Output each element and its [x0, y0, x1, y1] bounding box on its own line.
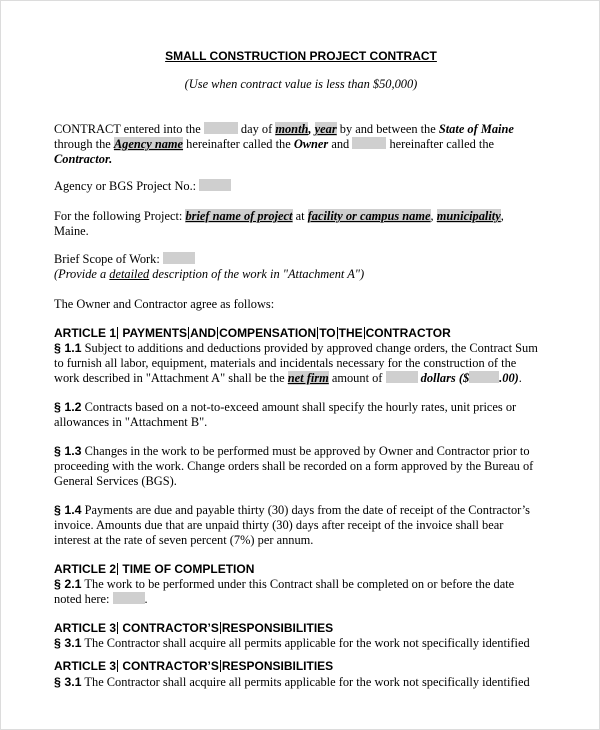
intro-text: and [328, 137, 353, 151]
contract-intro-line-3 [54, 152, 112, 167]
year-field[interactable]: year [314, 122, 337, 136]
article-1-heading [54, 326, 451, 341]
amount-number-field[interactable] [469, 371, 499, 383]
section-1-4-line-1 [54, 503, 530, 518]
section-1-2-line-1 [54, 400, 516, 415]
field-marker [337, 327, 338, 339]
field-marker [117, 660, 118, 672]
scope-line-2 [54, 267, 364, 282]
article-word: CONTRACTOR’S [122, 621, 219, 635]
article-word: AND [190, 326, 217, 340]
section-1-3-line-2: proceeding with the work. Change orders shall be recorded on a form approved by the Bureau of [54, 459, 534, 473]
field-marker [217, 327, 218, 339]
intro-text: CONTRACT entered into the [54, 122, 204, 136]
cents-label: .00) [499, 371, 519, 385]
contractor-name-field[interactable] [352, 137, 386, 149]
project-number-field[interactable] [199, 179, 231, 191]
section-3-1-line-1 [54, 636, 530, 651]
agree-line: The Owner and Contractor agree as follows: [54, 297, 275, 311]
article-number: 3 [109, 621, 117, 635]
section-text: amount of [328, 371, 386, 385]
section-number: § 1.1 [54, 341, 82, 355]
article-word: CONTRACTOR [365, 326, 451, 340]
section-number: § 3.1 [54, 636, 82, 650]
amount-words-field[interactable] [386, 371, 418, 383]
article-3-heading [54, 621, 333, 636]
scope-note-detailed: detailed [109, 267, 150, 281]
period: . [518, 371, 522, 385]
document-title: SMALL CONSTRUCTION PROJECT CONTRACT [165, 49, 437, 63]
article-word: COMPENSATION [219, 326, 317, 340]
scope-line-1 [54, 252, 195, 267]
section-1-4-line-3: interest at the rate of seven percent (7%) per annum. [54, 533, 314, 547]
contractor-label: Contractor. [54, 152, 113, 166]
field-marker [220, 622, 221, 634]
project-label: For the following Project: [54, 209, 186, 223]
field-marker [117, 563, 118, 575]
section-text: noted here: [54, 592, 113, 606]
section-text: The Contractor shall acquire all permits applicable for the work not specifically identified [81, 675, 530, 689]
field-marker [188, 327, 189, 339]
completion-date-field[interactable] [113, 592, 145, 604]
article-word: THE [338, 326, 363, 340]
article-number: 1 [109, 326, 117, 340]
project-name-field[interactable]: brief name of project [185, 209, 293, 223]
section-1-2-line-2: allowances in "Attachment B". [54, 415, 208, 429]
scope-note: (Provide a [54, 267, 110, 281]
section-number: § 1.3 [54, 444, 82, 458]
section-text: Subject to additions and deductions provided by approved change orders, the Contract Sum [81, 341, 538, 355]
section-3-1-line-1-repeat [54, 675, 530, 690]
section-number: § 1.4 [54, 503, 82, 517]
comma: , [308, 122, 312, 136]
intro-text: through the [54, 137, 114, 151]
period: . [144, 592, 148, 606]
article-word: RESPONSIBILITIES [221, 621, 334, 635]
net-firm-field[interactable]: net firm [287, 371, 329, 385]
scope-note: description of the work in "Attachment A") [149, 267, 365, 281]
field-marker [117, 622, 118, 634]
section-1-3-line-3: General Services (BGS). [54, 474, 177, 488]
facility-field[interactable]: facility or campus name [307, 209, 431, 223]
project-line-2 [54, 224, 89, 239]
agency-project-line [54, 179, 231, 194]
field-marker [117, 327, 118, 339]
month-field[interactable]: month [275, 122, 309, 136]
section-text: Payments are due and payable thirty (30) days from the date of receipt of the Contractor’s [81, 503, 530, 517]
section-1-1-line-2: to furnish all labor, equipment, materials and incidentals necessary for the construction of the [54, 356, 517, 370]
state-text: Maine. [54, 224, 89, 238]
section-text: The Contractor shall acquire all permits applicable for the work not specifically identified [81, 636, 530, 650]
article-word: PAYMENTS [122, 326, 188, 340]
document-subtitle: (Use when contract value is less than $50,000) [184, 77, 418, 91]
article-word: CONTRACTOR’S [122, 659, 219, 673]
section-number: § 2.1 [54, 577, 82, 591]
section-number: § 1.2 [54, 400, 82, 414]
project-line-1 [54, 209, 504, 224]
agency-project-label: Agency or BGS Project No.: [54, 179, 200, 193]
municipality-field[interactable]: municipality [436, 209, 501, 223]
article-3-heading-repeat [54, 659, 333, 674]
scope-field[interactable] [163, 252, 195, 264]
owner-label: Owner [293, 137, 329, 151]
agency-name-field[interactable]: Agency name [113, 137, 184, 151]
intro-text: hereinafter called the [183, 137, 294, 151]
comma: , [500, 209, 504, 223]
article-word: ARTICLE [54, 562, 106, 576]
section-text: Changes in the work to be performed must be approved by Owner and Contractor prior to [81, 444, 530, 458]
intro-text: day of [237, 122, 276, 136]
article-word: TO [319, 326, 336, 340]
section-text: work described in "Attachment A" shall be the [54, 371, 288, 385]
intro-text: hereinafter called the [386, 137, 495, 151]
contract-intro-line-1 [54, 122, 514, 137]
article-word: ARTICLE [54, 326, 106, 340]
state-name: State of Maine [438, 122, 514, 136]
day-field[interactable] [204, 122, 238, 134]
section-2-1-line-1 [54, 577, 514, 592]
section-text: The work to be performed under this Contract shall be completed on or before the date [81, 577, 515, 591]
article-2-heading [54, 562, 254, 577]
section-1-3-line-1 [54, 444, 530, 459]
comma: , [430, 209, 437, 223]
article-word: ARTICLE [54, 659, 106, 673]
intro-text: by and between the [336, 122, 439, 136]
section-1-1-line-1 [54, 341, 538, 356]
section-number: § 3.1 [54, 675, 82, 689]
section-1-1-line-3 [54, 371, 522, 386]
contract-intro-line-2 [54, 137, 494, 152]
section-1-4-line-2: invoice. Amounts due that are unpaid thirty (30) days after receipt of the invoice shall bear [54, 518, 504, 532]
field-marker [220, 660, 221, 672]
article-word: TIME OF COMPLETION [122, 562, 255, 576]
scope-label: Brief Scope of Work: [54, 252, 163, 266]
field-marker [364, 327, 365, 339]
article-number: 2 [109, 562, 117, 576]
section-text: Contracts based on a not-to-exceed amount shall specify the hourly rates, unit prices or [81, 400, 517, 414]
article-number: 3 [109, 659, 117, 673]
article-word: ARTICLE [54, 621, 106, 635]
section-2-1-line-2 [54, 592, 148, 607]
article-word: RESPONSIBILITIES [221, 659, 334, 673]
dollars-label: dollars ($ [417, 371, 470, 385]
project-text: at [292, 209, 308, 223]
